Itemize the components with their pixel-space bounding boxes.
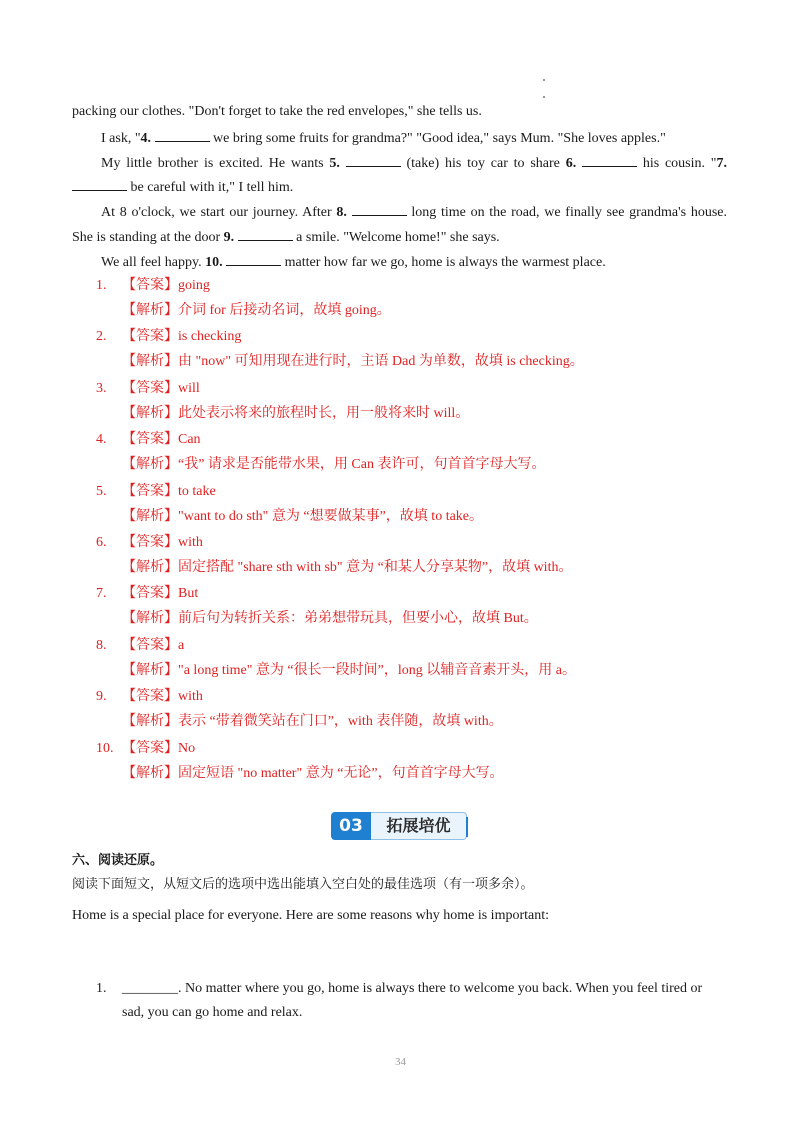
answer-number: 6. xyxy=(96,535,107,550)
answer-explanation: 【解析】固定搭配 "share sth with sb" 意为 “和某人分享某物”，故填 with。 xyxy=(122,560,573,575)
answer-explanation: 【解析】此处表示将来的旅程时长，用一般将来时 will。 xyxy=(122,406,470,421)
passage-line: We all feel happy. 10. matter how far we go, home is always the warmest place. xyxy=(101,251,606,273)
answer-number: 4. xyxy=(96,432,107,447)
page-number: 34 xyxy=(395,1056,406,1068)
answer-key: 【答案】But xyxy=(122,586,199,601)
answer-key: 【答案】is checking xyxy=(122,329,242,344)
answer-number: 5. xyxy=(96,484,107,499)
answer-explanation: 【解析】表示 “带着微笑站在门口”，with 表伴随，故填 with。 xyxy=(122,714,503,729)
answer-number: 3. xyxy=(96,381,107,396)
passage-line: At 8 o'clock, we start our journey. After 8. long time on the road, we finally see grandma's house. xyxy=(101,201,727,223)
answer-number: 8. xyxy=(96,638,107,653)
passage-line: My little brother is excited. He wants 5. (take) his toy car to share 6. his cousin. "7. xyxy=(101,152,727,174)
answer-blank[interactable] xyxy=(226,251,281,266)
passage-line: She is standing at the door 9. a smile. "Welcome home!" she says. xyxy=(72,226,500,248)
section-heading: 六、阅读还原。 xyxy=(72,853,164,868)
answer-explanation: 【解析】由 "now" 可知用现在进行时，主语 Dad 为单数，故填 is checking。 xyxy=(122,354,584,369)
banner-number: 03 xyxy=(331,812,371,840)
answer-blank[interactable] xyxy=(346,152,401,167)
passage-line: packing our clothes. "Don't forget to take the red envelopes," she tells us. xyxy=(72,104,482,119)
answer-explanation: 【解析】前后句为转折关系：弟弟想带玩具，但要小心，故填 But。 xyxy=(122,611,538,626)
answer-explanation: 【解析】“我” 请求是否能带水果，用 Can 表许可，句首首字母大写。 xyxy=(122,457,546,472)
answer-key: 【答案】going xyxy=(122,278,210,293)
banner-title: 拓展培优 xyxy=(371,812,467,840)
item-line: ________. No matter where you go, home is always there to welcome you back. When you feel tired or xyxy=(122,981,703,996)
passage-line: be careful with it," I tell him. xyxy=(72,176,293,198)
answer-number: 1. xyxy=(96,278,107,293)
answer-number: 10. xyxy=(96,741,114,756)
section-intro: Home is a special place for everyone. Here are some reasons why home is important: xyxy=(72,908,549,923)
answer-key: 【答案】with xyxy=(122,535,203,550)
answer-explanation: 【解析】"a long time" 意为 “很长一段时间”，long 以辅音音素开头，用 a。 xyxy=(122,663,576,678)
section-banner xyxy=(331,812,468,840)
answer-explanation: 【解析】固定短语 "no matter" 意为 “无论”，句首首字母大写。 xyxy=(122,766,504,781)
answer-key: 【答案】a xyxy=(122,638,185,653)
answer-blank[interactable] xyxy=(582,152,637,167)
answer-key: 【答案】with xyxy=(122,689,203,704)
answer-key: 【答案】Can xyxy=(122,432,201,447)
scan-mark xyxy=(543,96,545,98)
answer-blank[interactable] xyxy=(72,176,127,191)
answer-number: 9. xyxy=(96,689,107,704)
answer-key: 【答案】will xyxy=(122,381,200,396)
answer-explanation: 【解析】介词 for 后接动名词，故填 going。 xyxy=(122,303,391,318)
answer-blank[interactable] xyxy=(155,127,210,142)
answer-blank[interactable] xyxy=(352,201,407,216)
answer-blank[interactable] xyxy=(238,226,293,241)
item-line: sad, you can go home and relax. xyxy=(122,1005,303,1020)
item-number: 1. xyxy=(96,981,107,996)
answer-explanation: 【解析】"want to do sth" 意为 “想要做某事”，故填 to take。 xyxy=(122,509,484,524)
answer-number: 7. xyxy=(96,586,107,601)
passage-line: I ask, "4. we bring some fruits for grandma?" "Good idea," says Mum. "She loves apples." xyxy=(101,127,666,149)
answer-key: 【答案】No xyxy=(122,741,196,756)
scan-mark xyxy=(543,79,545,81)
answer-number: 2. xyxy=(96,329,107,344)
answer-key: 【答案】to take xyxy=(122,484,216,499)
section-instruction: 阅读下面短文，从短文后的选项中选出能填入空白处的最佳选项（有一项多余）。 xyxy=(72,877,534,892)
item-blank[interactable]: ________ xyxy=(122,981,178,996)
